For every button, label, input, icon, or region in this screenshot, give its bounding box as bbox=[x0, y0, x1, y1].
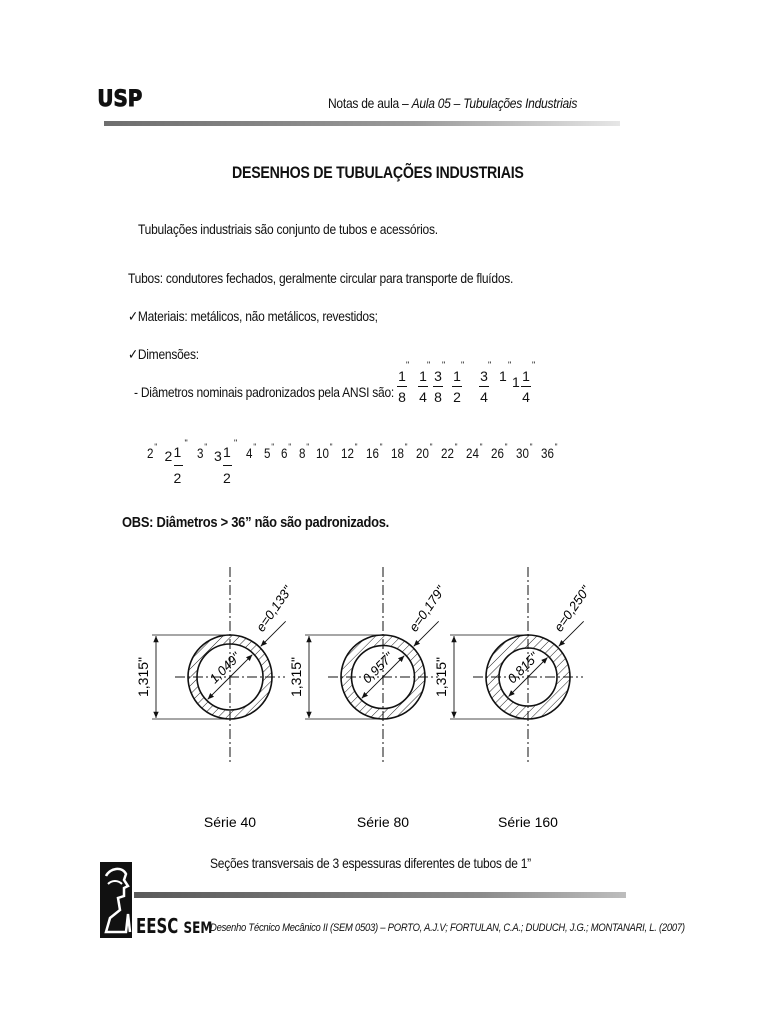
footer-rule bbox=[134, 892, 626, 898]
size-denominator: 2 bbox=[173, 470, 182, 486]
fraction-numerator: 1 bbox=[522, 368, 530, 384]
size-value: 26 bbox=[491, 446, 504, 461]
size-denominator: 2 bbox=[223, 470, 231, 486]
size-15 bbox=[491, 442, 508, 461]
inch-mark: " bbox=[203, 442, 207, 452]
size-value: 5 bbox=[263, 446, 270, 461]
size-1 bbox=[164, 438, 188, 488]
size-0 bbox=[147, 442, 158, 461]
header-title bbox=[328, 95, 577, 111]
inch-mark: " bbox=[508, 360, 512, 370]
size-12 bbox=[416, 442, 433, 461]
diametros-label: - Diâmetros nominais padronizados pela ANSI são: bbox=[134, 384, 395, 400]
inch-mark: " bbox=[234, 438, 238, 448]
fraction-whole: 1 bbox=[512, 374, 520, 390]
inch-mark: " bbox=[288, 442, 292, 452]
size-14 bbox=[466, 442, 483, 461]
size-16 bbox=[516, 442, 533, 461]
series-label: Série 80 bbox=[356, 814, 410, 830]
inch-mark: " bbox=[329, 442, 333, 452]
fraction-bar bbox=[397, 386, 407, 387]
header-course: Aula 05 – Tubulações Industriais bbox=[411, 95, 578, 111]
id-label: 1,049" bbox=[206, 649, 244, 687]
eesc-logo-icon bbox=[100, 862, 132, 938]
page-title: DESENHOS DE TUBULAÇÕES INDUSTRIAIS bbox=[232, 164, 524, 182]
fraction-numerator: 1 bbox=[419, 368, 427, 384]
inch-mark: " bbox=[488, 360, 492, 370]
fraction-bar bbox=[433, 386, 443, 387]
fraction-denominator: 8 bbox=[434, 389, 442, 405]
fraction-bar bbox=[521, 386, 531, 387]
inch-mark: " bbox=[305, 442, 309, 452]
size-value: 16 bbox=[366, 446, 379, 461]
size-5 bbox=[263, 442, 274, 461]
size-value: 4 bbox=[246, 446, 253, 461]
size-value: 20 bbox=[416, 446, 429, 461]
size-value: 30 bbox=[516, 446, 529, 461]
size-value: 12 bbox=[341, 446, 354, 461]
series-label: Série 40 bbox=[203, 814, 257, 830]
inch-mark: " bbox=[461, 360, 465, 370]
size-whole: 3 bbox=[214, 448, 222, 464]
size-10 bbox=[366, 442, 383, 461]
fraction-denominator: 4 bbox=[522, 389, 530, 405]
footer-reference: Desenho Técnico Mecânico II (SEM 0503) – PORTO, A.J.V; FORTULAN, C.A.; DUDUCH, J.G.; MONTANARI, L. (2007) bbox=[210, 922, 685, 934]
fraction-denominator: 4 bbox=[419, 389, 427, 405]
inch-mark: " bbox=[529, 442, 533, 452]
sem-text: SEM bbox=[183, 918, 213, 937]
od-label: 1,315" bbox=[433, 656, 449, 698]
size-4 bbox=[246, 442, 257, 461]
size-bar bbox=[223, 465, 232, 466]
size-value: 2 bbox=[147, 446, 154, 461]
wall-label: e=0,179" bbox=[405, 583, 449, 635]
intro-text: Tubulações industriais são conjunto de tubos e acessórios. bbox=[138, 221, 438, 237]
id-label: 0,815" bbox=[504, 649, 542, 687]
inch-mark: " bbox=[379, 442, 383, 452]
size-2 bbox=[196, 442, 207, 461]
inch-mark: " bbox=[354, 442, 358, 452]
usp-logo bbox=[97, 80, 143, 114]
od-label: 1,315" bbox=[135, 656, 151, 698]
header-prefix: Notas de aula – bbox=[328, 95, 412, 111]
inch-mark: " bbox=[253, 442, 257, 452]
size-13 bbox=[441, 442, 458, 461]
pipe-cross-sections bbox=[115, 540, 615, 840]
size-value: 10 bbox=[316, 446, 329, 461]
inch-mark: " bbox=[554, 442, 558, 452]
inch-mark: " bbox=[270, 442, 274, 452]
od-label: 1,315" bbox=[288, 656, 304, 698]
inch-mark: " bbox=[479, 442, 483, 452]
dimensoes-item: ✓Dimensões: bbox=[128, 346, 199, 362]
inch-mark: " bbox=[427, 360, 431, 370]
header-rule bbox=[104, 121, 620, 126]
fraction-numerator: 1 bbox=[453, 368, 461, 384]
size-value: 24 bbox=[466, 446, 479, 461]
fraction-numerator: 3 bbox=[434, 368, 442, 384]
inch-mark: " bbox=[442, 360, 446, 370]
materiais-item: ✓Materiais: metálicos, não metálicos, revestidos; bbox=[128, 308, 378, 324]
size-numerator: 1 bbox=[173, 444, 182, 460]
fraction-whole: 1 bbox=[499, 368, 507, 384]
fraction-numerator: 1 bbox=[398, 368, 406, 384]
fraction-denominator: 4 bbox=[480, 389, 488, 405]
id-label: 0,957" bbox=[359, 649, 397, 687]
inch-mark: " bbox=[184, 438, 188, 448]
inch-mark: " bbox=[532, 360, 536, 370]
size-7 bbox=[298, 442, 309, 461]
fraction-denominator: 8 bbox=[398, 389, 406, 405]
wall-label: e=0,250" bbox=[550, 583, 594, 635]
eesc-text: EESC bbox=[136, 914, 179, 938]
size-11 bbox=[391, 442, 408, 461]
inch-mark: " bbox=[454, 442, 458, 452]
size-value: 36 bbox=[541, 446, 554, 461]
fraction-bar bbox=[452, 386, 462, 387]
fraction-bar bbox=[418, 386, 428, 387]
size-bar bbox=[174, 465, 183, 466]
fraction-bar bbox=[479, 386, 489, 387]
size-value: 22 bbox=[441, 446, 454, 461]
size-value: 18 bbox=[391, 446, 404, 461]
fraction-denominator: 2 bbox=[453, 389, 461, 405]
size-9 bbox=[341, 442, 358, 461]
inch-mark: " bbox=[154, 442, 158, 452]
size-value: 3 bbox=[196, 446, 203, 461]
obs-note: OBS: Diâmetros > 36” não são padronizados. bbox=[122, 514, 389, 531]
size-value: 6 bbox=[281, 446, 288, 461]
size-8 bbox=[316, 442, 333, 461]
inch-mark: " bbox=[504, 442, 508, 452]
inch-mark: " bbox=[406, 360, 410, 370]
size-6 bbox=[281, 442, 292, 461]
fraction-numerator: 3 bbox=[480, 368, 488, 384]
size-numerator: 1 bbox=[223, 444, 231, 460]
size-17 bbox=[541, 442, 558, 461]
inch-mark: " bbox=[429, 442, 433, 452]
inch-mark: " bbox=[404, 442, 408, 452]
wall-label: e=0,133" bbox=[252, 583, 296, 635]
eesc-label bbox=[136, 914, 212, 938]
figure-caption: Seções transversais de 3 espessuras diferentes de tubos de 1” bbox=[210, 855, 531, 871]
size-3 bbox=[214, 438, 238, 488]
size-whole: 2 bbox=[164, 448, 173, 464]
size-value: 8 bbox=[298, 446, 305, 461]
series-label: Série 160 bbox=[498, 814, 558, 830]
usp-logo-text: USP bbox=[97, 86, 143, 112]
tubos-text: Tubos: condutores fechados, geralmente circular para transporte de fluídos. bbox=[128, 270, 514, 286]
